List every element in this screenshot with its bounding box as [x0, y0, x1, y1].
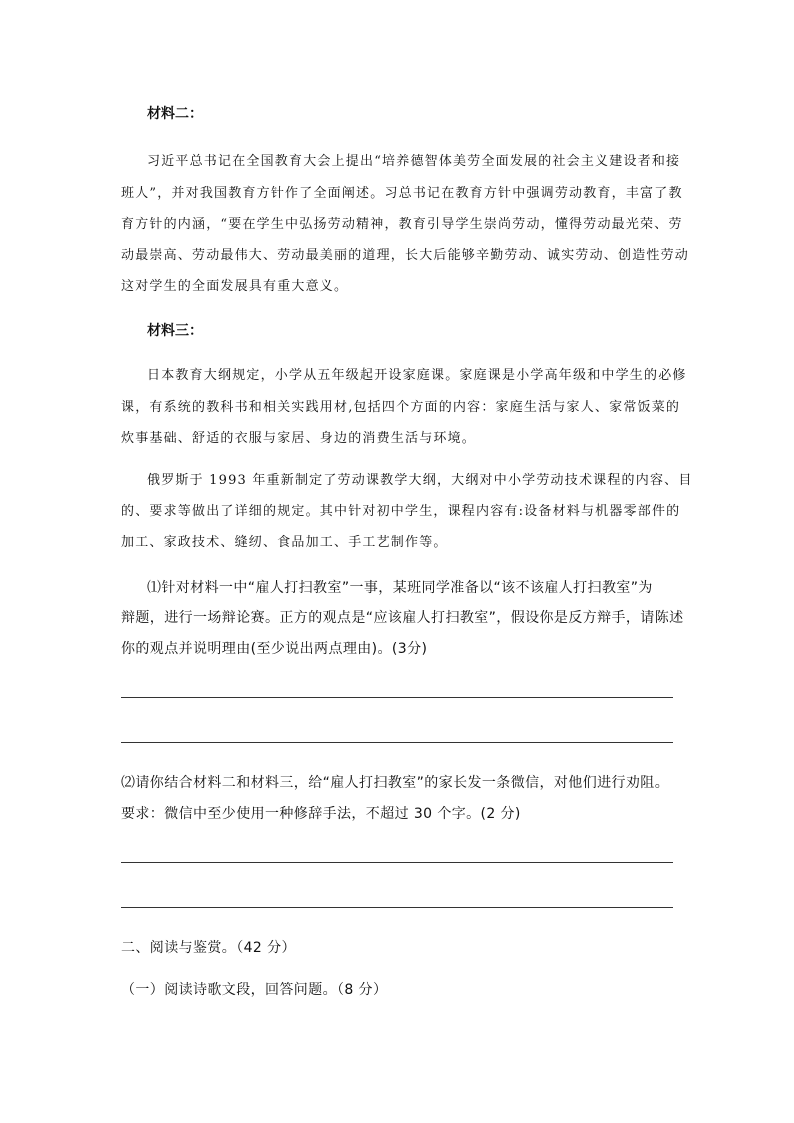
text-line: 的、要求等做出了详细的规定。其中针对初中学生，课程内容有:设备材料与机器零部件的 — [121, 504, 681, 519]
text-line: 日本教育大纲规定，小学从五年级起开设家庭课。家庭课是小学高年级和中学生的必修 — [147, 368, 687, 383]
answer-line-1b[interactable] — [121, 742, 673, 743]
section-2-title: 二、阅读与鉴赏。（42 分） — [121, 940, 296, 956]
text-line: 这对学生的全面发展具有重大意义。 — [121, 279, 349, 294]
material-3-heading: 材料三： — [147, 323, 203, 339]
text-line: 育方针的内涵，“要在学生中弘扬劳动精神，教育引导学生崇尚劳动，懂得劳动最光荣、劳 — [121, 217, 683, 232]
answer-line-1a[interactable] — [121, 697, 673, 698]
question-line: 辩题，进行一场辩论赛。正方的观点是“应该雇人打扫教室”，假设你是反方辩手，请陈述 — [121, 610, 684, 626]
text-line: 动最崇高、劳动最伟大、劳动最美丽的道理，长大后能够辛勤劳动、诚实劳动、创造性劳动 — [121, 248, 690, 263]
text-line: 班人”，并对我国教育方针作了全面阐述。习总书记在教育方针中强调劳动教育，丰富了教 — [121, 186, 683, 201]
text-line: 课，有系统的教科书和相关实践用材,包括四个方面的内容：家庭生活与家人、家常饭菜的 — [121, 400, 681, 415]
material-2-heading: 材料二： — [147, 106, 203, 122]
question-line: 要求：微信中至少使用一种修辞手法，不超过 30 个字。(2 分) — [121, 806, 521, 822]
text-line: 炊事基础、舒适的衣服与家居、身边的消费生活与环境。 — [121, 431, 477, 446]
question-line: ⑴针对材料一中“雇人打扫教室”一事，某班同学准备以“该不该雇人打扫教室”为 — [147, 580, 653, 596]
answer-line-2b[interactable] — [121, 907, 673, 908]
section-2-subtitle: （一）阅读诗歌文段，回答问题。（8 分） — [121, 982, 388, 998]
answer-line-2a[interactable] — [121, 862, 673, 863]
question-line: ⑵请你结合材料二和材料三，给“雇人打扫教室”的家长发一条微信，对他们进行劝阻。 — [121, 775, 670, 791]
text-line: 习近平总书记在全国教育大会上提出“培养德智体美劳全面发展的社会主义建设者和接 — [147, 154, 681, 169]
question-line: 你的观点并说明理由(至少说出两点理由)。(3分) — [121, 641, 428, 657]
text-line: 加工、家政技术、缝纫、食品加工、手工艺制作等。 — [121, 535, 448, 550]
text-line: 俄罗斯于 1993 年重新制定了劳动课教学大纲，大纲对中小学劳动技术课程的内容、目 — [147, 473, 693, 488]
